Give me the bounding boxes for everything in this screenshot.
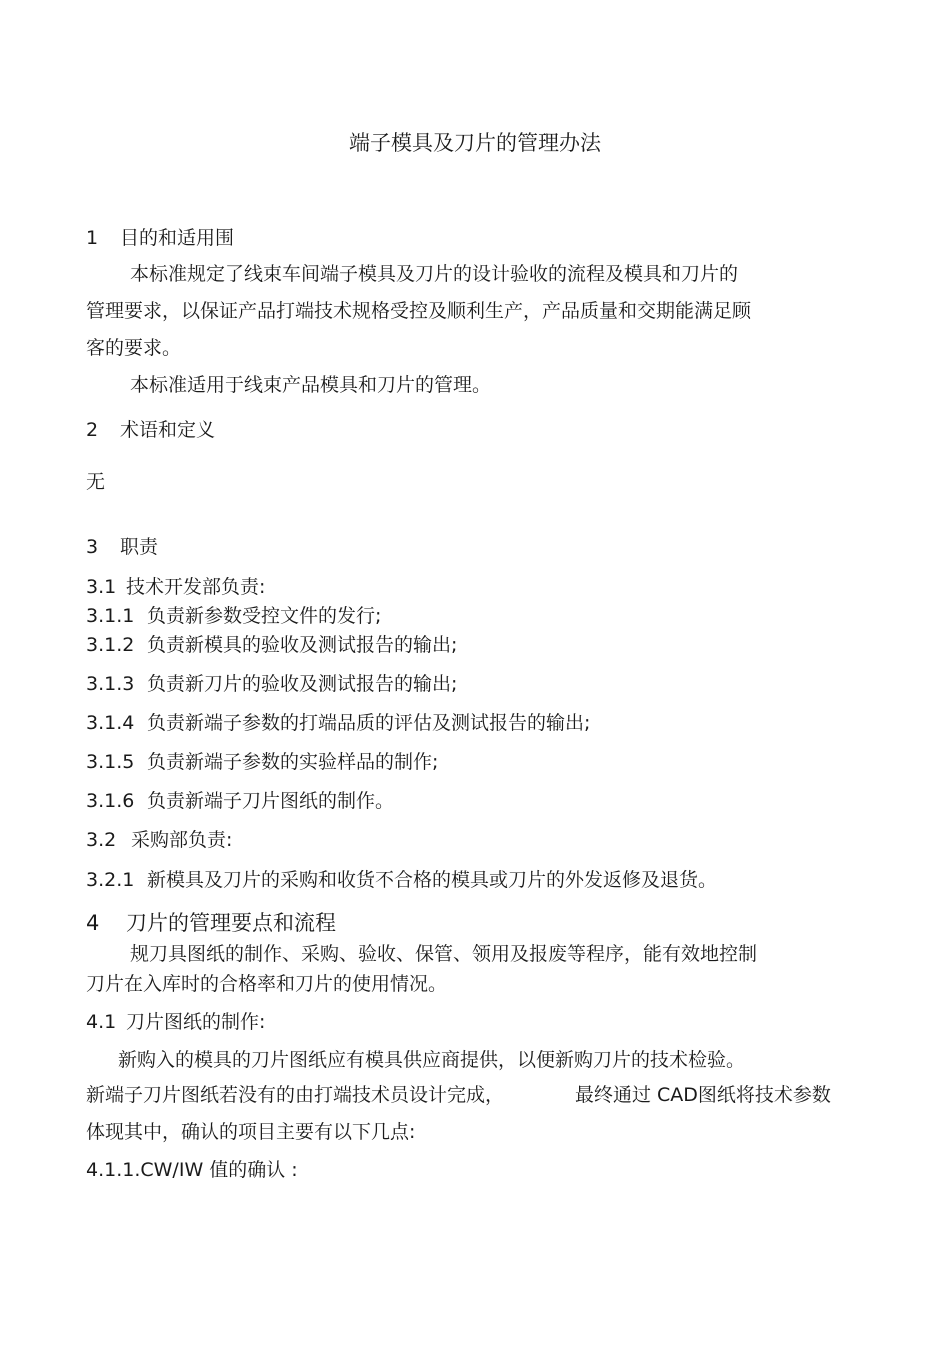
list-item bbox=[86, 711, 590, 735]
section-title: 职责 bbox=[120, 536, 159, 558]
item-text: 负责新参数受控文件的发行; bbox=[147, 605, 382, 627]
section-2-heading bbox=[86, 418, 215, 442]
subsection-3-2 bbox=[86, 828, 232, 852]
item-number: 3.1.2 bbox=[86, 634, 135, 656]
paragraph-line: 本标准规定了线束车间端子模具及刀片的设计验收的流程及模具和刀片的 bbox=[130, 263, 739, 285]
subsection-3-1 bbox=[86, 575, 265, 599]
item-number: 3.1.6 bbox=[86, 790, 135, 812]
paragraph-line: 客的要求。 bbox=[86, 337, 182, 359]
section-3-heading bbox=[86, 535, 158, 559]
section-number: 1 bbox=[86, 227, 99, 249]
paragraph-line: 体现其中，确认的项目主要有以下几点: bbox=[86, 1121, 416, 1143]
item-number: 3.1.5 bbox=[86, 751, 135, 773]
document-title: 端子模具及刀片的管理办法 bbox=[349, 131, 601, 155]
item-number: 3.1.3 bbox=[86, 673, 135, 695]
item-number: 3.1.1 bbox=[86, 605, 135, 627]
item-text: 负责新端子参数的实验样品的制作; bbox=[147, 751, 439, 773]
list-item bbox=[86, 604, 381, 628]
list-item bbox=[86, 672, 457, 696]
paragraph-line: 刀片在入库时的合格率和刀片的使用情况。 bbox=[86, 973, 448, 995]
section-title: 刀片的管理要点和流程 bbox=[126, 911, 336, 935]
list-item bbox=[86, 789, 394, 813]
list-item bbox=[86, 633, 457, 657]
section-number: 3 bbox=[86, 536, 99, 558]
paragraph-line: 本标准适用于线束产品模具和刀片的管理。 bbox=[130, 374, 492, 396]
item-number: 3.1.4 bbox=[86, 712, 135, 734]
section-title: 术语和定义 bbox=[120, 419, 216, 441]
subsection-4-1 bbox=[86, 1010, 265, 1034]
paragraph-line: 规刀具图纸的制作、采购、验收、保管、领用及报废等程序，能有效地控制 bbox=[130, 943, 758, 965]
subsection-number: 4.1 bbox=[86, 1011, 117, 1033]
list-item bbox=[86, 750, 438, 774]
subsection-title: 采购部负责: bbox=[131, 829, 233, 851]
section-4-heading bbox=[86, 910, 336, 936]
section-number: 2 bbox=[86, 419, 99, 441]
item-text: 负责新刀片的验收及测试报告的输出; bbox=[147, 673, 458, 695]
paragraph-line: 管理要求，以保证产品打端技术规格受控及顺利生产，产品质量和交期能满足顾 bbox=[86, 300, 752, 322]
section-1-heading bbox=[86, 226, 234, 250]
subsection-number: 3.2 bbox=[86, 829, 117, 851]
subsection-title: 刀片图纸的制作: bbox=[126, 1011, 266, 1033]
paragraph-line-part: 最终通过 CAD图纸将技术参数 bbox=[575, 1084, 831, 1106]
section-number: 4 bbox=[86, 911, 100, 935]
item-text: 新模具及刀片的采购和收货不合格的模具或刀片的外发返修及退货。 bbox=[147, 869, 718, 891]
subsection-4-1-1: 4.1.1.CW/IW 值的确认 : bbox=[86, 1159, 298, 1181]
item-text: 负责新端子刀片图纸的制作。 bbox=[147, 790, 395, 812]
list-item bbox=[86, 868, 717, 892]
section-2-body: 无 bbox=[86, 471, 106, 493]
item-text: 负责新模具的验收及测试报告的输出; bbox=[147, 634, 458, 656]
item-number: 3.2.1 bbox=[86, 869, 135, 891]
subsection-title: 技术开发部负责: bbox=[126, 576, 266, 598]
item-text: 负责新端子参数的打端品质的评估及测试报告的输出; bbox=[147, 712, 591, 734]
paragraph-line-part: 新端子刀片图纸若没有的由打端技术员设计完成， bbox=[86, 1084, 505, 1106]
section-title: 目的和适用围 bbox=[120, 227, 235, 249]
paragraph-line: 新购入的模具的刀片图纸应有模具供应商提供，以便新购刀片的技术检验。 bbox=[118, 1049, 746, 1071]
subsection-number: 3.1 bbox=[86, 576, 117, 598]
